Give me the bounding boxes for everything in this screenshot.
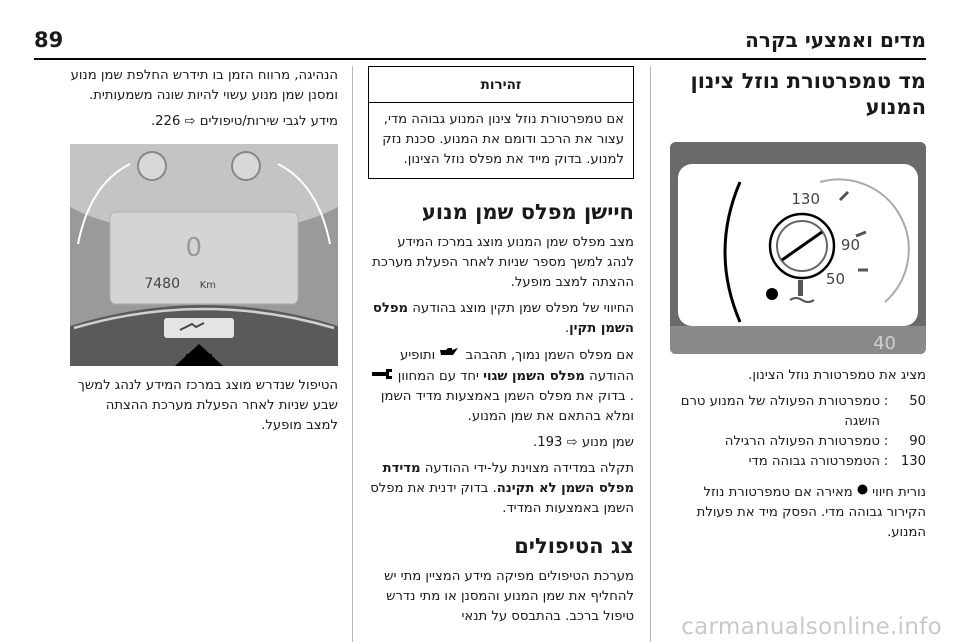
gauge-knob <box>770 214 834 278</box>
column-divider-left <box>352 66 353 642</box>
service-paragraph: הנהיגה, מרווח הזמן בו תידרש החלפת שמן מנוע ומסנן שמן מנוע עשוי להיות שונה משמעותית. <box>70 68 338 103</box>
coolant-gauge-illustration <box>670 142 926 354</box>
service-caption: הטיפול שנדרש מוצג במרכז המידע לנהג למשך שבע שניות לאחר הפעלת מערכת ההצתה למצב מופעל. <box>77 378 338 433</box>
list-item-number: 130 <box>900 454 926 469</box>
gauge-label-130: 130 <box>791 190 820 208</box>
message-measure-invalid: מדידת מפלס השמן לא תקינה <box>382 461 634 496</box>
coolant-intro: מציג את טמפרטורת נוזל הצינון. <box>748 368 926 383</box>
list-item-text: טמפרטורת הפעולה הרגילה <box>724 434 880 449</box>
odometer-unit: Km <box>199 280 216 291</box>
list-item-number: 90 <box>909 434 926 449</box>
oil-level-low-paragraph: אם מפלס השמן נמוך, תהבהב ותופיע ההודעה מפלס השמן שגוי יחד עם המחוון . בדוק את מפלס השמן באמצעות מדיד השמן ומלא בהתאם את שמן המנוע. <box>368 345 634 427</box>
oil-level-paragraph: מצב מפלס שמן המנוע מוצג במרכז המידע לנהג למשך מספר שניות לאחר הפעלת מערכת ההצתה למצב מופעל. <box>372 235 634 290</box>
message-oil-wrong: מפלס השמן שגוי <box>483 369 585 384</box>
service-display-title: צג הטיפולים <box>514 534 634 558</box>
caution-text: אם טמפרטורת נוזל צינון המנוע גבוהה מדי, עצור את הרכב ודומם את המנוע. סכנת נזק למנוע. בדוק מייד את מפלס נוזל הצינון. <box>382 112 624 167</box>
coolant-warning-note: נורית חיווי מאירה אם טמפרטורת נוזל הקירור גבוהה מדי. הפסק מיד את פעולת המנוע. <box>670 482 926 543</box>
oil-level-ok-paragraph: החיווי של מפלס שמן תקין מוצג בהודעה מפלס השמן תקין. <box>372 301 634 336</box>
warning-dot-icon <box>766 288 778 300</box>
oil-level-title: חיישן מפלס שמן מנוע <box>421 200 634 224</box>
caution-title: זהירות <box>369 67 633 103</box>
list-item-text: הטמפרטורה גבוהה מדי <box>748 454 880 469</box>
oil-measure-fault-paragraph: תקלה במדידה מצוינת על-ידי ההודעה מדידת מפלס השמן לא תקינה. בדוק ידנית את מפלס השמן באמצעות המדיד. <box>370 461 634 516</box>
cluster-value: 0 <box>185 233 202 263</box>
list-item-number: 50 <box>909 394 926 409</box>
running-head: מדים ואמצעי בקרה <box>745 28 926 52</box>
column-divider-right <box>650 66 651 642</box>
gauge-label-40: 40 <box>873 333 896 354</box>
watermark: carmanualsonline.info <box>681 614 942 640</box>
instrument-cluster-figure <box>70 144 338 366</box>
coolant-gauge-title: מד טמפרטורת נוזל צינון המנוע <box>690 69 926 119</box>
coolant-gauge-figure <box>670 142 926 354</box>
column-service <box>70 66 338 442</box>
page-number: 89 <box>34 28 64 52</box>
coolant-range-list <box>670 392 926 472</box>
header-rule <box>34 58 926 60</box>
column-coolant <box>670 66 926 549</box>
service-reference: מידע לגבי שירות/טיפולים ⇨ 226. <box>150 114 338 129</box>
gauge-label-90: 90 <box>840 236 860 254</box>
list-item: 50 : טמפרטורת הפעולה של המנוע טרם הושגה <box>670 392 926 432</box>
message-oil-ok: מפלס השמן תקין <box>372 301 634 336</box>
list-item-text: טמפרטורת הפעולה של המנוע טרם הושגה <box>680 394 880 429</box>
service-display-paragraph: מערכת הטיפולים מפיקה מידע המציין מתי יש להחליף את שמן המנוע והמסנן או מתי נדרש טיפול ברכב. בהתבסס על תנאי <box>384 569 634 624</box>
filled-circle-icon <box>857 482 868 502</box>
oil-can-icon <box>439 345 461 365</box>
odometer-value: 7480 <box>144 276 180 292</box>
gauge-label-50: 50 <box>825 270 845 288</box>
column-oil-level <box>368 66 634 633</box>
instrument-cluster-illustration <box>70 144 338 366</box>
wrench-icon <box>372 366 394 386</box>
caution-box <box>368 66 634 179</box>
list-item: 90 : טמפרטורת הפעולה הרגילה <box>670 432 926 452</box>
list-item: 130 : הטמפרטורה גבוהה מדי <box>670 452 926 472</box>
service-indicator-display <box>164 318 234 338</box>
engine-oil-reference: שמן מנוע ⇨ 193. <box>533 435 634 450</box>
